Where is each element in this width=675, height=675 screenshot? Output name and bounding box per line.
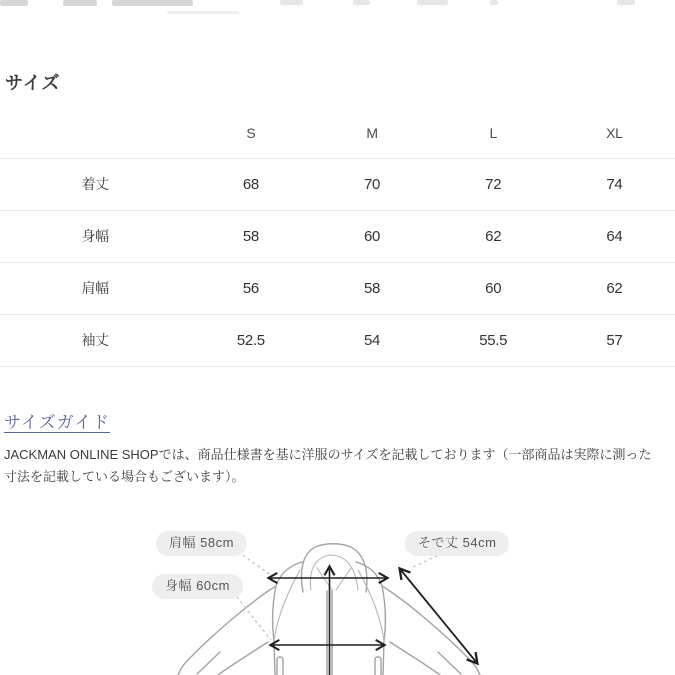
size-value: 60 <box>363 227 381 245</box>
measurement-label: 肩幅 <box>81 280 109 296</box>
size-value: 72 <box>485 175 502 193</box>
shoulder-width-label: 肩幅 58cm <box>156 531 247 556</box>
table-row <box>0 262 675 314</box>
table-row <box>0 158 675 210</box>
sleeve-length-arrow <box>400 569 477 663</box>
chest-width-label: 身幅 60cm <box>152 574 243 599</box>
size-column-header: S <box>246 124 256 141</box>
size-value: 62 <box>485 227 502 245</box>
size-table-corner-cell <box>0 108 190 158</box>
size-column-header: L <box>489 124 497 141</box>
left-pocket <box>277 657 283 675</box>
jacket-line-art <box>0 520 675 675</box>
table-row <box>0 210 675 262</box>
table-row <box>0 314 675 366</box>
sleeve-length-label: そで丈 54cm <box>405 531 509 556</box>
size-value: 58 <box>242 227 259 245</box>
cropped-text-remnant <box>112 0 193 6</box>
measurement-label: 着丈 <box>81 176 109 192</box>
cropped-text-remnant <box>417 0 448 5</box>
size-value: 54 <box>363 331 381 349</box>
size-value: 60 <box>485 279 502 297</box>
size-value: 64 <box>606 227 623 245</box>
size-column-header: M <box>366 124 378 141</box>
chest-label-connector <box>233 592 271 640</box>
size-column-header: XL <box>606 124 623 141</box>
size-guide-description: JACKMAN ONLINE SHOPでは、商品仕様書を基に洋服のサイズを記載しております（一部商品は実際に測った寸法を記載している場合もございます）。 <box>4 447 652 484</box>
size-value: 74 <box>606 175 623 193</box>
size-value: 58 <box>363 279 381 297</box>
size-value: 68 <box>242 175 259 193</box>
measurement-label: 袖丈 <box>81 332 109 348</box>
size-table-header-row <box>0 108 675 158</box>
size-value: 70 <box>363 175 381 193</box>
right-pocket <box>375 657 381 675</box>
cropped-text-remnant <box>353 0 370 5</box>
cropped-text-remnant <box>617 0 635 5</box>
size-value: 52.5 <box>236 331 265 349</box>
size-value: 55.5 <box>479 331 508 349</box>
size-value: 56 <box>242 279 259 297</box>
size-guide-diagram <box>0 520 675 675</box>
size-value: 62 <box>606 279 623 297</box>
size-heading: サイズ <box>5 73 61 93</box>
size-value: 57 <box>606 331 623 349</box>
cropped-text-remnant <box>280 0 303 5</box>
size-guide-link[interactable]: サイズガイド <box>4 413 111 432</box>
cropped-text-remnant <box>490 0 498 5</box>
measurement-label: 身幅 <box>81 228 109 244</box>
cropped-text-remnant <box>63 0 97 6</box>
cropped-text-remnant <box>0 0 28 6</box>
size-table <box>0 108 675 367</box>
cropped-text-remnant <box>167 11 239 14</box>
